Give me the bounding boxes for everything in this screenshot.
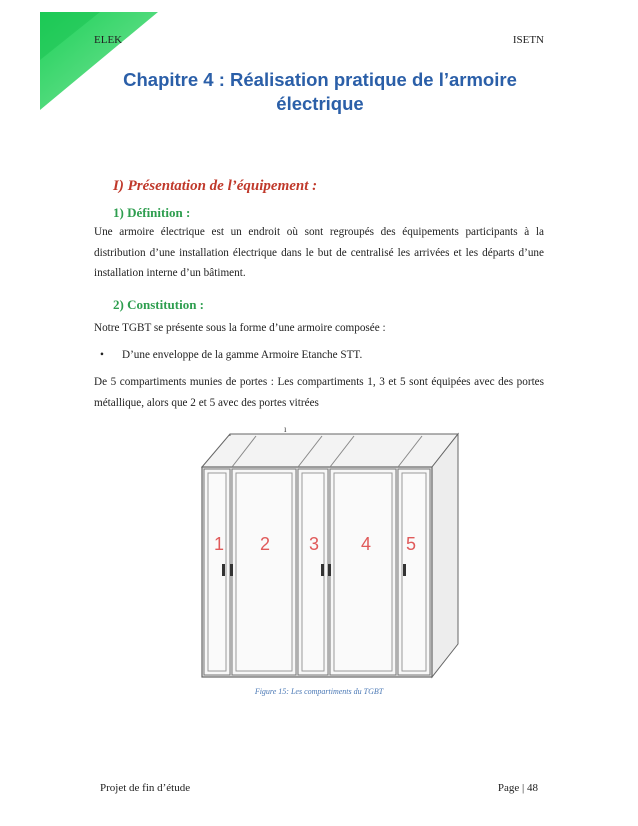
definition-paragraph: Une armoire électrique est un endroit où sont regroupés des équipements participants à la distribution d’une installation électrique dans le but de centralisé les arrivées et les départs d’une installation interne d’un bâtiment. xyxy=(94,226,544,279)
compartment-number-5: 5 xyxy=(406,534,417,554)
compartment-number-2: 2 xyxy=(260,534,271,554)
header-right: ISETN xyxy=(512,34,544,46)
compartment-number-4: 4 xyxy=(361,534,372,554)
chapter-title-line2: électrique xyxy=(276,93,364,114)
constitution-intro: Notre TGBT se présente sous la forme d’une armoire composée : xyxy=(94,322,386,334)
subsection-constitution-heading: 2) Constitution : xyxy=(113,297,205,312)
footer-left: Projet de fin d’étude xyxy=(100,782,191,794)
bullet-item xyxy=(100,349,362,361)
compartment-number-3: 3 xyxy=(309,534,320,554)
footer-right: Page | 48 xyxy=(497,782,538,794)
bullet-dot-icon: • xyxy=(100,349,104,361)
section-heading: I) Présentation de l’équipement : xyxy=(113,178,318,194)
constitution-paragraph: De 5 compartiments munies de portes : Les compartiments 1, 3 et 5 sont équipées avec des portes métallique, alors que 2 et 5 avec des portes vitrées xyxy=(94,376,544,409)
figure-mark: ı xyxy=(284,424,287,434)
bullet-text: D’une enveloppe de la gamme Armoire Etanche STT. xyxy=(122,349,363,361)
subsection-definition-heading: 1) Définition : xyxy=(113,205,191,220)
cabinet-figure xyxy=(190,422,470,684)
compartment-number-1: 1 xyxy=(214,534,225,554)
header-left: ELEK xyxy=(94,34,123,46)
chapter-title xyxy=(90,68,550,116)
figure-caption: Figure 15: Les compartiments du TGBT xyxy=(254,687,384,696)
chapter-title-line1: Chapitre 4 : Réalisation pratique de l’armoire xyxy=(123,69,517,90)
